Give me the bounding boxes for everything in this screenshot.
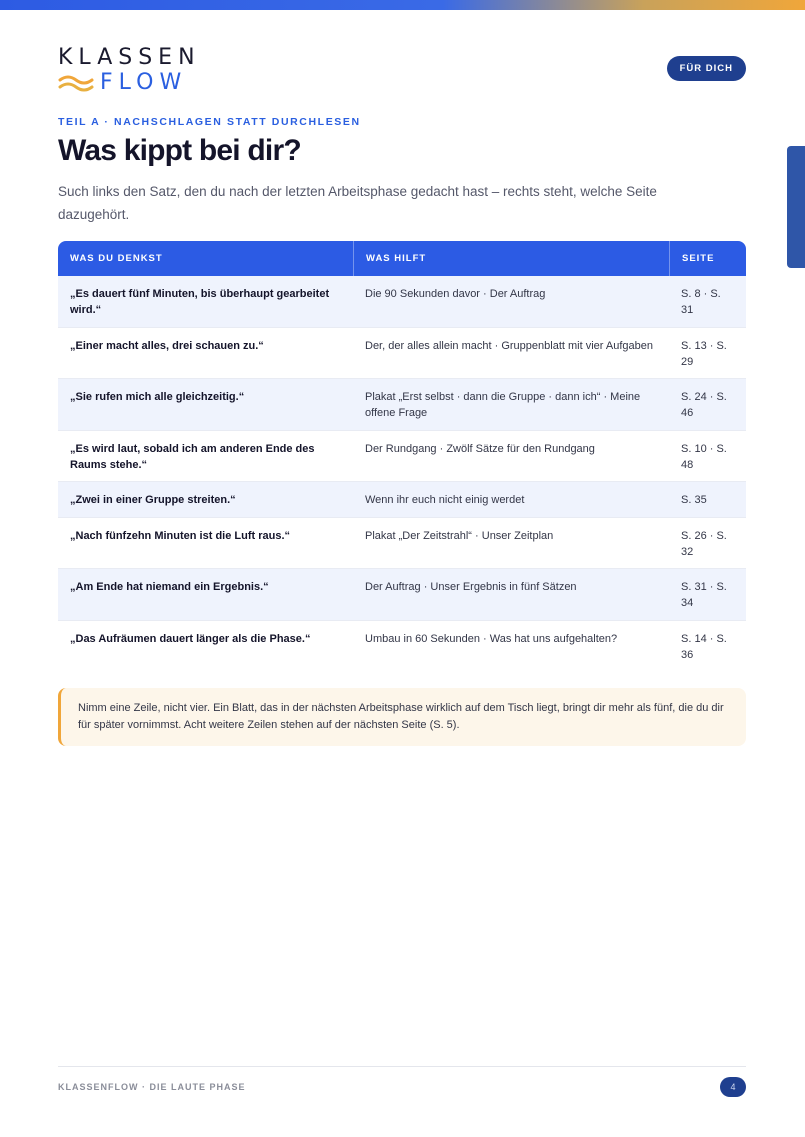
cell-page: S. 13 · S. 29: [681, 340, 727, 368]
cell-help: Plakat „Der Zeitstrahl“ · Unser Zeitplan: [365, 530, 554, 542]
header-thought: WAS DU DENKST: [70, 253, 163, 264]
footer-divider: [58, 1066, 746, 1067]
cell-help: Der Rundgang · Zwölf Sätze für den Rundgang: [365, 443, 595, 455]
table-row: [58, 621, 746, 672]
cell-page: S. 8 · S. 31: [681, 288, 721, 316]
audience-badge: FÜR DICH: [667, 56, 746, 81]
page-title: Was kippt bei dir?: [58, 134, 301, 167]
page-number: 4: [720, 1077, 746, 1097]
brand-line-1: KLASSEN: [58, 45, 201, 70]
section-eyebrow: TEIL A · NACHSCHLAGEN STATT DURCHLESEN: [58, 116, 361, 128]
cell-page: S. 24 · S. 46: [681, 391, 727, 419]
header-help: WAS HILFT: [353, 241, 669, 276]
cell-thought: „Es wird laut, sobald ich am anderen Ende des Raums stehe.“: [70, 443, 315, 471]
cell-page: S. 26 · S. 32: [681, 530, 727, 558]
header-page: SEITE: [669, 241, 746, 276]
cell-page: S. 31 · S. 34: [681, 581, 727, 609]
cell-thought: „Nach fünfzehn Minuten ist die Luft raus.“: [70, 530, 290, 542]
cell-thought: „Zwei in einer Gruppe streiten.“: [70, 494, 236, 506]
table-row: [58, 482, 746, 518]
cell-help: Wenn ihr euch nicht einig werdet: [365, 494, 525, 506]
cell-thought: „Am Ende hat niemand ein Ergebnis.“: [70, 581, 269, 593]
cell-page: S. 10 · S. 48: [681, 443, 727, 471]
cell-thought: „Einer macht alles, drei schauen zu.“: [70, 340, 264, 352]
table-row: [58, 431, 746, 482]
cell-help: Plakat „Erst selbst · dann die Gruppe · dann ich“ · Meine offene Frage: [365, 391, 641, 419]
table-row: [58, 276, 746, 328]
brand-line-2: FLOW: [100, 70, 188, 95]
cell-page: S. 14 · S. 36: [681, 633, 727, 661]
intro-text: Such links den Satz, den du nach der letzten Arbeitsphase gedacht hast – rechts steht, welche Seite dazugehört.: [58, 184, 657, 222]
cell-thought: „Das Aufräumen dauert länger als die Phase.“: [70, 633, 311, 645]
table-row: [58, 518, 746, 569]
table-row: [58, 569, 746, 621]
brand-logo: [58, 45, 201, 96]
lookup-table: [58, 241, 746, 672]
cell-page: S. 35: [681, 494, 707, 506]
cell-help: Der Auftrag · Unser Ergebnis in fünf Sätzen: [365, 581, 577, 593]
footer-title: KLASSENFLOW · DIE LAUTE PHASE: [58, 1082, 246, 1092]
cell-help: Der, der alles allein macht · Gruppenblatt mit vier Aufgaben: [365, 340, 653, 352]
cell-help: Die 90 Sekunden davor · Der Auftrag: [365, 288, 546, 300]
wave-icon: [58, 73, 94, 93]
tip-callout: Nimm eine Zeile, nicht vier. Ein Blatt, das in der nächsten Arbeitsphase wirklich auf dem Tisch liegt, bringt dir mehr als fünf, die du dir für später vornimmst. Acht weitere Zeilen stehen auf der nächsten Seite (S. 5).: [58, 688, 746, 746]
table-row: [58, 328, 746, 379]
table-row: [58, 379, 746, 431]
table-header: [58, 241, 746, 276]
side-bookmark-tab: [787, 146, 805, 268]
top-gradient-bar: [0, 0, 805, 10]
cell-help: Umbau in 60 Sekunden · Was hat uns aufgehalten?: [365, 633, 618, 645]
cell-thought: „Es dauert fünf Minuten, bis überhaupt gearbeitet wird.“: [70, 288, 330, 316]
cell-thought: „Sie rufen mich alle gleichzeitig.“: [70, 391, 245, 403]
